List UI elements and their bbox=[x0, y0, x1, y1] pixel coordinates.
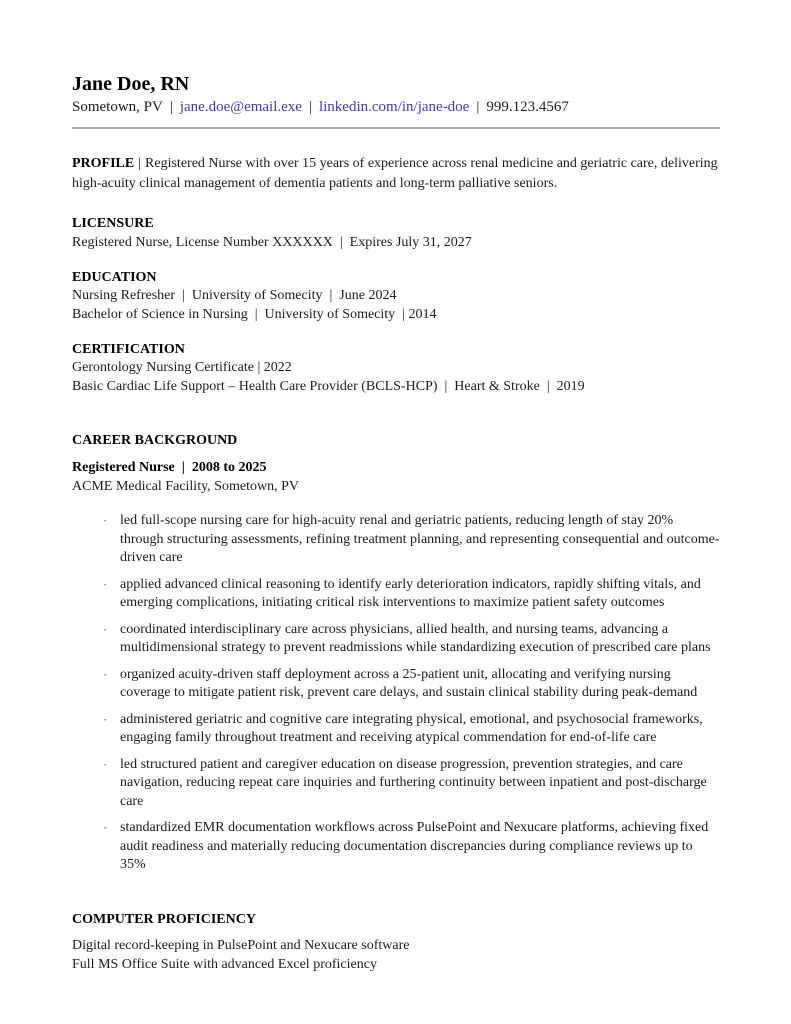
licensure-line: Registered Nurse, License Number XXXXXX | Expires July 31, 2027 bbox=[72, 235, 472, 250]
bullet-marker: · bbox=[103, 820, 108, 835]
computer-heading: COMPUTER PROFICIENCY bbox=[72, 911, 256, 927]
certification-heading: CERTIFICATION bbox=[72, 342, 185, 357]
career-bullet bbox=[103, 711, 720, 748]
computer-section bbox=[72, 910, 720, 974]
candidate-name: Jane Doe, RN bbox=[72, 73, 190, 95]
bullet-text: applied advanced clinical reasoning to identify early deterioration indicators, rapidly shifting vitals, and emerging complications, initiating critical risk interventions to maximize patient safety outcomes bbox=[120, 576, 701, 610]
education-row: Nursing Refresher | University of Somecity | June 2024 bbox=[72, 288, 397, 303]
career-section bbox=[72, 431, 720, 875]
bullet-text: led full-scope nursing care for high-acuity renal and geriatric patients, reducing length of stay 20% through structuring assessments, refining treatment planning, and representing consequential and outcome-driven care bbox=[120, 513, 720, 565]
bullet-text: organized acuity-driven staff deployment across a 25-patient unit, allocating and verifying nursing coverage to mitigate patient risk, prevent care delays, and sustain clinical stability during peak-demand bbox=[120, 666, 698, 700]
profile-text: Registered Nurse with over 15 years of experience across renal medicine and geriatric care, delivering high-acuity clinical management of dementia patients and long-term palliative seniors. bbox=[72, 156, 718, 191]
job-title-line: Registered Nurse | 2008 to 2025 bbox=[72, 460, 267, 475]
career-bullet bbox=[103, 756, 720, 812]
contact-separator: | bbox=[169, 99, 173, 115]
bullet-marker: · bbox=[103, 756, 108, 772]
career-heading: CAREER BACKGROUND bbox=[72, 433, 238, 448]
career-bullet-list bbox=[72, 512, 720, 875]
computer-row: Full MS Office Suite with advanced Excel proficiency bbox=[72, 956, 377, 972]
bullet-marker: · bbox=[103, 621, 108, 637]
certification-row: Gerontology Nursing Certificate | 2022 bbox=[72, 360, 292, 375]
licensure-section bbox=[72, 214, 720, 252]
licensure-heading: LICENSURE bbox=[72, 216, 154, 231]
career-bullet bbox=[103, 512, 720, 568]
contact-phone: 999.123.4567 bbox=[486, 99, 569, 115]
certification-section bbox=[72, 340, 720, 396]
bullet-text: coordinated interdisciplinary care across physicians, allied health, and nursing teams, advancing a multidimensional strategy to prevent readmissions while standardizing execution of prescribed care plans bbox=[120, 621, 711, 655]
career-bullet bbox=[103, 819, 720, 875]
contact-line bbox=[72, 96, 720, 119]
bullet-text: standardized EMR documentation workflows across PulsePoint and Nexucare platforms, achieving fixed audit readiness and materially reducing documentation discrepancies during compliance reviews up to 35% bbox=[120, 820, 709, 872]
career-bullet bbox=[103, 621, 720, 658]
profile-section bbox=[72, 154, 720, 193]
contact-separator: | bbox=[308, 99, 312, 115]
bullet-marker: · bbox=[103, 513, 108, 528]
profile-label: PROFILE bbox=[72, 156, 135, 171]
computer-row: Digital record-keeping in PulsePoint and Nexucare software bbox=[72, 937, 410, 953]
email-link[interactable]: jane.doe@email.exe bbox=[179, 99, 302, 115]
education-heading: EDUCATION bbox=[72, 270, 157, 285]
bullet-marker: · bbox=[103, 576, 108, 592]
career-bullet bbox=[103, 666, 720, 703]
bullet-text: led structured patient and caregiver education on disease progression, prevention strategies, and care navigation, reducing repeat care inquiries and furthering continuity between inpatient and post-discharge care bbox=[120, 756, 707, 809]
contact-separator: | bbox=[476, 99, 480, 115]
profile-separator: | bbox=[138, 156, 142, 171]
bullet-marker: · bbox=[103, 666, 108, 682]
education-row: Bachelor of Science in Nursing | University of Somecity | 2014 bbox=[72, 306, 437, 322]
resume-header bbox=[72, 72, 720, 129]
education-section bbox=[72, 268, 720, 324]
bullet-marker: · bbox=[103, 711, 108, 727]
bullet-text: administered geriatric and cognitive care integrating physical, emotional, and psychosocial frameworks, engaging family throughout treatment and receiving atypical commendation for end-of-life care bbox=[120, 711, 703, 745]
header-divider bbox=[72, 127, 720, 129]
career-bullet bbox=[103, 576, 720, 613]
certification-row: Basic Cardiac Life Support – Health Care Provider (BCLS-HCP) | Heart & Stroke | 2019 bbox=[72, 378, 585, 394]
linkedin-link[interactable]: linkedin.com/in/jane-doe bbox=[318, 99, 470, 115]
contact-location: Sometown, PV bbox=[72, 99, 163, 115]
company-line: ACME Medical Facility, Sometown, PV bbox=[72, 479, 299, 494]
